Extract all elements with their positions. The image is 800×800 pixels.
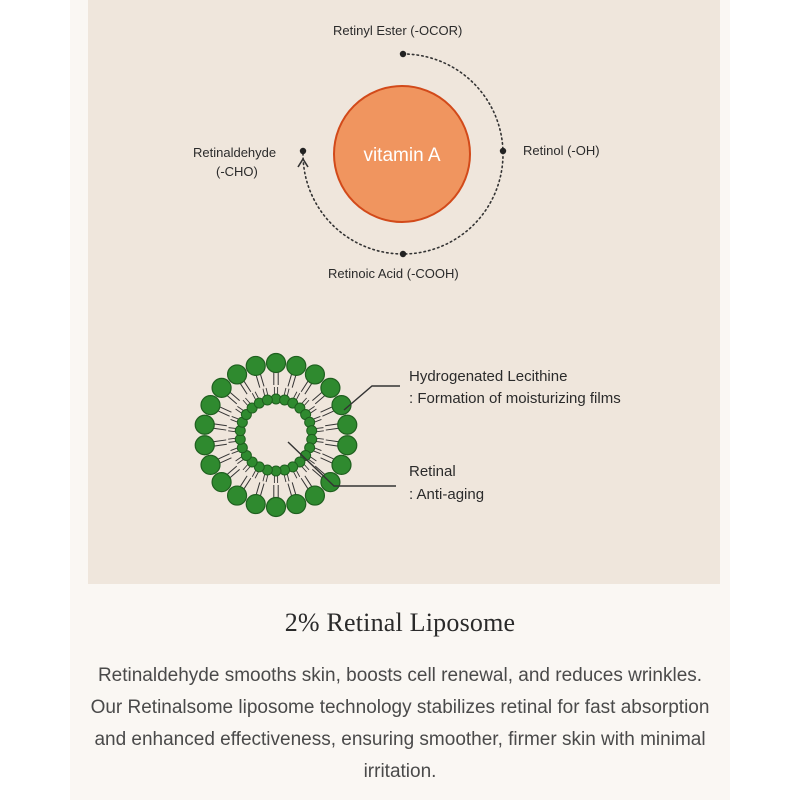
lipid-tail: [218, 454, 230, 459]
lipid-tail: [237, 460, 243, 464]
lipid-tail: [315, 448, 322, 450]
lipid-head-outer: [321, 378, 340, 397]
lipid-tail: [294, 472, 297, 478]
dot-retinol: [500, 148, 506, 154]
lipid-tail: [252, 393, 255, 399]
lipid-head-outer: [201, 396, 220, 415]
lipid-head-outer: [287, 495, 306, 514]
lipid-head-outer: [338, 415, 357, 434]
lipid-tail: [325, 444, 338, 446]
label-retinaldehyde: Retinaldehyde: [193, 145, 277, 160]
label-retinol: Retinol (-OH): [523, 143, 600, 158]
lipid-head-outer: [212, 473, 231, 492]
lipid-tail: [288, 484, 292, 496]
lipid-tail: [326, 428, 339, 430]
lipid-tail: [218, 411, 230, 416]
lipid-head-outer: [332, 455, 351, 474]
lipid-tail: [266, 475, 268, 482]
lipid-tail: [317, 438, 324, 439]
lipid-tail: [288, 374, 292, 386]
lipid-tail: [311, 409, 317, 413]
lipid-tail: [256, 375, 260, 387]
lipid-tail: [322, 454, 334, 459]
lipid-tail: [213, 428, 226, 430]
lipid-tail: [236, 409, 242, 413]
lipid-tail: [284, 388, 286, 395]
lipid-tail: [231, 419, 238, 421]
lipid-tail: [228, 431, 235, 432]
lipid-tail: [315, 419, 322, 421]
lecithin-leader-line: [344, 386, 400, 410]
lipid-tail: [220, 458, 232, 463]
lipid-tail: [284, 475, 286, 482]
lipid-tail: [260, 484, 264, 496]
lipid-tail: [213, 440, 226, 442]
lipid-tail: [321, 458, 333, 463]
lipid-tail: [304, 465, 309, 470]
lipid-tail: [314, 416, 321, 418]
lipid-tail: [220, 407, 232, 412]
lipid-tail: [263, 474, 265, 481]
label-lecithin: Hydrogenated Lecithine: [409, 368, 568, 385]
lipid-tail: [229, 428, 236, 429]
lipid-head-outer: [228, 365, 247, 384]
lipid-tail: [287, 474, 289, 481]
lipid-tail: [236, 457, 242, 461]
liposome-diagram: [195, 354, 357, 517]
lipid-head-outer: [195, 436, 214, 455]
lipid-tail: [304, 400, 309, 405]
lipid-tail: [326, 440, 339, 442]
lipid-tail: [309, 406, 315, 410]
diagram-panel: [88, 0, 720, 584]
lipid-tail: [292, 482, 296, 494]
dot-retinyl-ester: [400, 51, 406, 57]
lipid-tail: [229, 442, 236, 443]
lipid-tail: [252, 471, 255, 477]
lipid-tail: [302, 398, 307, 403]
label-lecithin-function: : Formation of moisturizing films: [409, 390, 621, 407]
lipid-tail: [255, 392, 258, 398]
lipid-head-outer: [267, 498, 286, 517]
label-retinyl-ester: Retinyl Ester (-OCOR): [333, 23, 463, 38]
lipid-tail: [255, 472, 258, 478]
lipid-head-outer: [287, 356, 306, 375]
lipid-tail: [231, 448, 238, 450]
lipid-tail: [237, 406, 243, 410]
lipid-head-outer: [228, 486, 247, 505]
lipid-head-outer: [305, 365, 324, 384]
dot-retinaldehyde: [300, 148, 306, 154]
lipid-tail: [266, 388, 268, 395]
lipid-head-outer: [338, 436, 357, 455]
lipid-head-outer: [305, 486, 324, 505]
lipid-tail: [296, 393, 299, 399]
lipid-tail: [214, 444, 227, 446]
lipid-tail: [317, 428, 324, 429]
label-retinoic-acid: Retinoic Acid (-COOH): [328, 266, 459, 281]
lipid-tail: [314, 451, 321, 453]
lipid-tail: [245, 467, 250, 472]
lipid-tail: [317, 431, 324, 432]
lipid-head-outer: [246, 495, 265, 514]
lipid-tail: [243, 465, 248, 470]
lipid-tail: [311, 457, 317, 461]
lipid-tail: [232, 451, 239, 453]
lipid-head-outer: [267, 354, 286, 373]
lipid-head-outer: [212, 378, 231, 397]
vitamin-a-label: vitamin A: [363, 145, 441, 166]
lipid-tail: [214, 424, 227, 426]
lipid-tail: [317, 442, 324, 443]
lipid-head-outer: [195, 415, 214, 434]
lipid-tail: [322, 411, 334, 416]
lipid-tail: [296, 471, 299, 477]
lipid-tail: [232, 416, 239, 418]
lipid-tail: [245, 398, 250, 403]
lipid-head-outer: [201, 455, 220, 474]
lipid-tail: [243, 400, 248, 405]
lipid-head-outer: [246, 356, 265, 375]
lipid-tail: [260, 374, 264, 386]
product-title: 2% Retinal Liposome: [284, 608, 516, 637]
lipid-tail: [302, 467, 307, 472]
lipid-tail: [256, 482, 260, 494]
lipid-tail: [321, 407, 333, 412]
lipid-tail: [287, 389, 289, 396]
lipid-tail: [263, 389, 265, 396]
lipid-head-outer: [332, 396, 351, 415]
lipid-tail: [325, 424, 338, 426]
lipid-head-inner: [262, 395, 272, 405]
diagram-svg: [88, 0, 720, 584]
label-retinal: Retinal: [409, 463, 456, 480]
lipid-tail: [294, 392, 297, 398]
label-retinaldehyde-formula: (-CHO): [216, 164, 258, 179]
product-description: Retinaldehyde smooths skin, boosts cell renewal, and reduces wrinkles. Our Retinalsome liposome technology stabilizes retinal for fast absorption and enhanced effectiveness, ensuring smoother, firmer skin with minimal irritation.: [90, 665, 710, 782]
lipid-tail: [292, 375, 296, 387]
label-retinal-function: : Anti-aging: [409, 486, 485, 503]
lipid-tail: [228, 438, 235, 439]
dot-retinoic-acid: [400, 251, 406, 257]
